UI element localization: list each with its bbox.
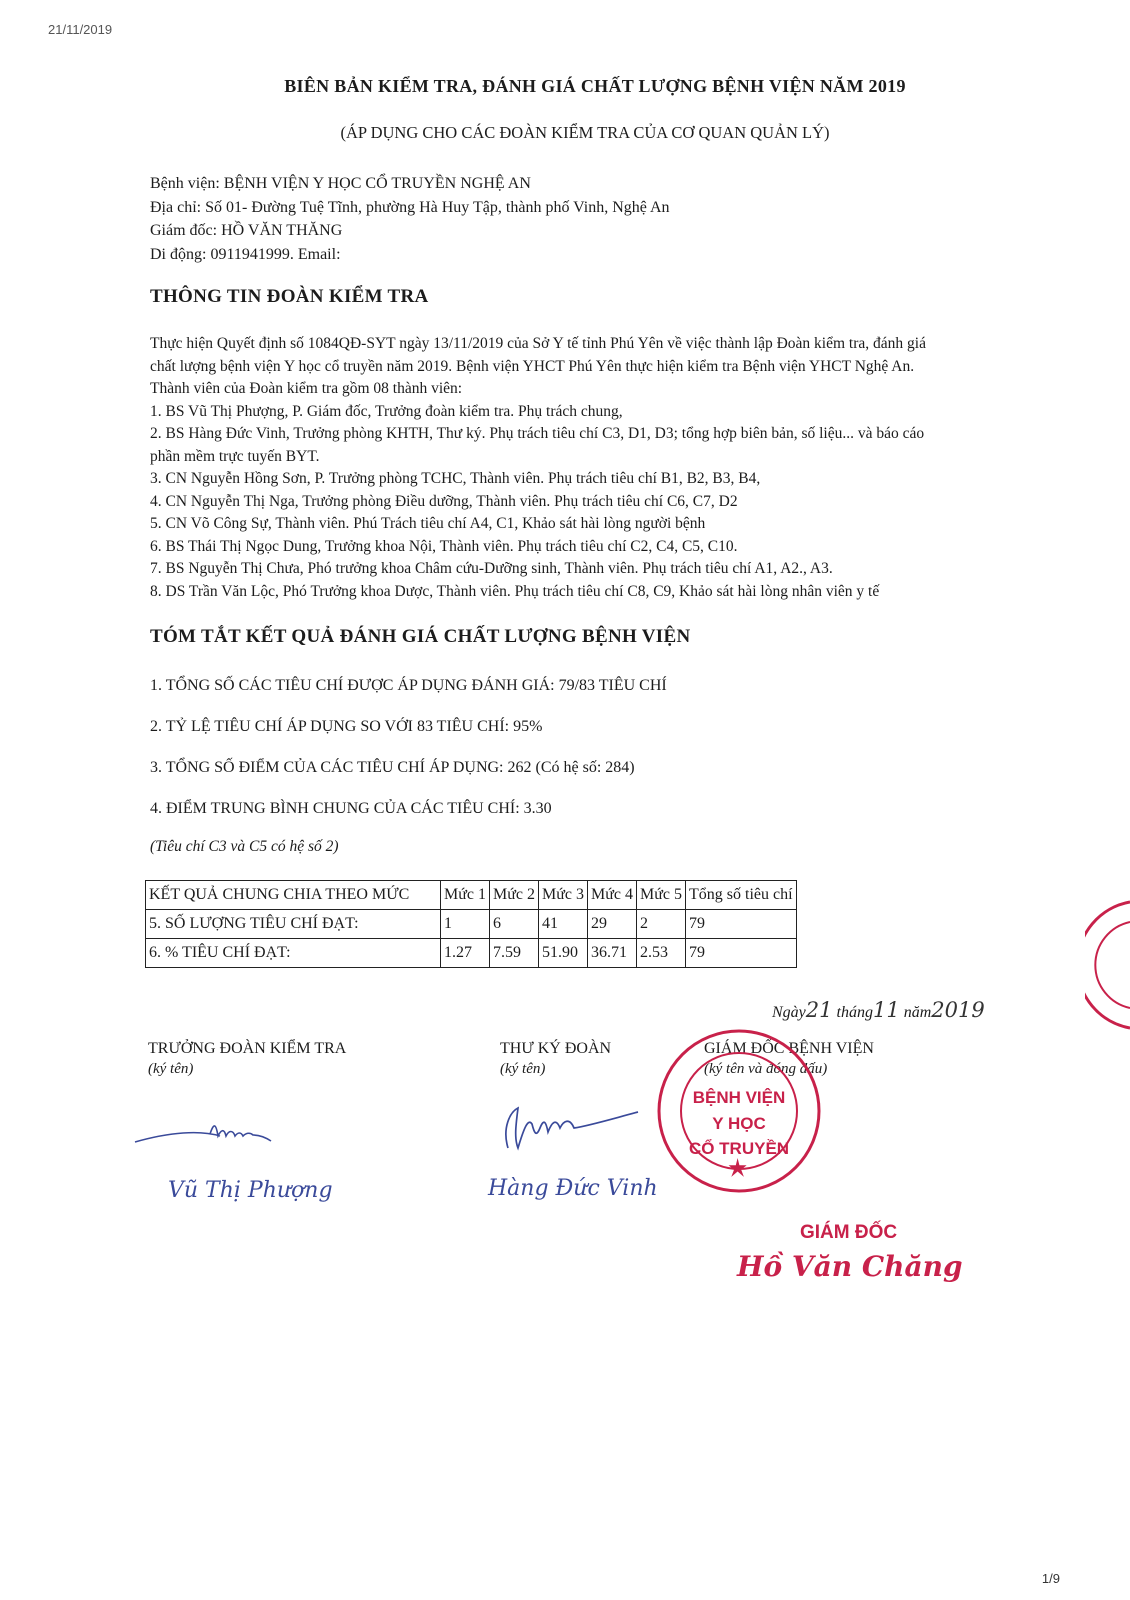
leader-title: TRƯỞNG ĐOÀN KIỂM TRA <box>148 1040 347 1057</box>
coefficient-note: (Tiêu chí C3 và C5 có hệ số 2) <box>150 838 339 855</box>
date-day: 21 <box>805 998 833 1022</box>
summary-item: 1. TỔNG SỐ CÁC TIÊU CHÍ ĐƯỢC ÁP DỤNG ĐÁNH GIÁ: 79/83 TIÊU CHÍ <box>150 677 667 694</box>
table-header-cell: Mức 2 <box>490 881 539 910</box>
hospital-name: Bệnh viện: BỆNH VIỆN Y HỌC CỔ TRUYỀN NGHỆ AN <box>150 175 531 192</box>
table-cell: 2.53 <box>637 939 686 968</box>
table-cell: 7.59 <box>490 939 539 968</box>
table-row <box>146 910 797 939</box>
secretary-sign-note: (ký tên) <box>500 1061 546 1077</box>
date-year-label: năm <box>903 1004 932 1021</box>
table-cell: 6 <box>490 910 539 939</box>
table-header-row <box>146 881 797 910</box>
date-month: 11 <box>872 998 900 1022</box>
table-cell: 36.71 <box>588 939 637 968</box>
scan-date: 21/11/2019 <box>48 22 113 37</box>
leader-signature-scribble <box>130 1112 310 1152</box>
member-line: 3. CN Nguyễn Hồng Sơn, P. Trưởng phòng TCHC, Thành viên. Phụ trách tiêu chí B1, B2, B3, B4, <box>150 470 761 487</box>
table-cell: 51.90 <box>539 939 588 968</box>
document-title: BIÊN BẢN KIỂM TRA, ĐÁNH GIÁ CHẤT LƯỢNG BỆNH VIỆN NĂM 2019 <box>284 76 906 96</box>
member-line: 2. BS Hàng Đức Vinh, Trưởng phòng KHTH, Thư ký. Phụ trách tiêu chí C3, D1, D3; tổng hợp biên bản, số liệu... và báo cáo <box>150 425 925 442</box>
member-line: 7. BS Nguyễn Thị Chưa, Phó trưởng khoa Châm cứu-Dưỡng sinh, Thành viên. Phụ trách tiêu chí A1, A2., A3. <box>150 560 833 577</box>
hospital-director: Giám đốc: HỒ VĂN THĂNG <box>150 222 343 239</box>
secretary-handwritten-name: Hàng Đức Vinh <box>488 1176 658 1201</box>
director-name: Hồ Văn Chăng <box>737 1250 963 1283</box>
leader-handwritten-name: Vũ Thị Phượng <box>168 1178 333 1203</box>
edge-seal-fragment <box>1085 900 1130 1030</box>
member-line: 6. BS Thái Thị Ngọc Dung, Trưởng khoa Nội, Thành viên. Phụ trách tiêu chí C2, C4, C5, C10. <box>150 537 738 555</box>
member-line: 4. CN Nguyễn Thị Nga, Trưởng phòng Điều dưỡng, Thành viên. Phụ trách tiêu chí C6, C7, D2 <box>150 492 738 510</box>
table-row <box>146 939 797 968</box>
summary-item: 3. TỔNG SỐ ĐIỂM CỦA CÁC TIÊU CHÍ ÁP DỤNG: 262 (Có hệ số: 284) <box>150 759 635 776</box>
table-header-cell: Mức 5 <box>637 881 686 910</box>
leader-signature-block <box>148 1040 346 1078</box>
secretary-title: THƯ KÝ ĐOÀN <box>500 1040 612 1057</box>
intro-line: chất lượng bệnh viện Y học cổ truyền năm 2019. Bệnh viện YHCT Phú Yên thực hiện kiểm tra Bệnh viện YHCT Nghệ An. <box>150 357 915 375</box>
summary-item: 2. TỶ LỆ TIÊU CHÍ ÁP DỤNG SO VỚI 83 TIÊU CHÍ: 95% <box>150 718 543 735</box>
summary-section-heading: TÓM TẮT KẾT QUẢ ĐÁNH GIÁ CHẤT LƯỢNG BỆNH VIỆN <box>150 626 691 647</box>
table-header-cell: Mức 3 <box>539 881 588 910</box>
summary-results <box>150 677 667 841</box>
hospital-info <box>150 172 670 266</box>
seal-line-3: CỔ TRUYỀN <box>688 1139 790 1158</box>
hospital-address: Địa chỉ: Số 01- Đường Tuệ Tĩnh, phường Hà Huy Tập, thành phố Vinh, Nghệ An <box>150 198 670 216</box>
table-cell: 79 <box>686 939 797 968</box>
date-year: 2019 <box>931 998 985 1022</box>
hospital-seal <box>654 1026 824 1196</box>
date-prefix: Ngày <box>772 1004 806 1021</box>
seal-line-2: Y HỌC <box>712 1114 766 1133</box>
signature-date <box>772 998 985 1022</box>
member-line: 5. CN Võ Công Sự, Thành viên. Phú Trách tiêu chí A4, C1, Khảo sát hài lòng người bệnh <box>150 515 706 532</box>
table-cell: 6. % TIÊU CHÍ ĐẠT: <box>146 939 441 968</box>
table-header-cell: Mức 4 <box>588 881 637 910</box>
secretary-signature-block <box>500 1040 611 1078</box>
summary-item: 4. ĐIỂM TRUNG BÌNH CHUNG CỦA CÁC TIÊU CHÍ: 3.30 <box>150 800 552 817</box>
results-table <box>145 880 797 968</box>
table-header-cell: Tổng số tiêu chí <box>686 881 797 910</box>
hospital-phone: Di động: 0911941999. Email: <box>150 245 341 263</box>
table-cell: 41 <box>539 910 588 939</box>
document-subtitle: (ÁP DỤNG CHO CÁC ĐOÀN KIỂM TRA CỦA CƠ QUAN QUẢN LÝ) <box>340 123 830 142</box>
table-cell: 79 <box>686 910 797 939</box>
seal-line-1: BỆNH VIỆN <box>692 1088 786 1107</box>
page-number: 1/9 <box>1041 1571 1060 1586</box>
table-cell: 29 <box>588 910 637 939</box>
member-line: 8. DS Trần Văn Lộc, Phó Trưởng khoa Dược, Thành viên. Phụ trách tiêu chí C8, C9, Khảo sát hài lòng nhân viên y tế <box>150 582 880 600</box>
member-line: phần mềm trực tuyến BYT. <box>150 447 320 465</box>
director-role-label: GIÁM ĐỐC <box>800 1222 898 1243</box>
secretary-signature-scribble <box>488 1098 658 1158</box>
table-header-cell: KẾT QUẢ CHUNG CHIA THEO MỨC <box>146 881 441 910</box>
intro-line: Thực hiện Quyết định số 1084QĐ-SYT ngày 13/11/2019 của Sở Y tế tỉnh Phú Yên về việc thành lập Đoàn kiểm tra, đánh giá <box>150 335 926 352</box>
intro-line: Thành viên của Đoàn kiểm tra gồm 08 thành viên: <box>150 380 463 397</box>
leader-sign-note: (ký tên) <box>148 1061 194 1077</box>
team-section-body <box>150 333 1020 603</box>
seal-ring-icon <box>654 1026 824 1196</box>
date-month-label: tháng <box>836 1004 873 1021</box>
team-section-heading: THÔNG TIN ĐOÀN KIỂM TRA <box>150 286 429 307</box>
table-cell: 1 <box>441 910 490 939</box>
director-sign-note: (ký tên và đóng dấu) <box>704 1061 828 1077</box>
director-title: GIÁM ĐỐC BỆNH VIỆN <box>704 1040 874 1057</box>
table-cell: 5. SỐ LƯỢNG TIÊU CHÍ ĐẠT: <box>146 910 441 939</box>
table-cell: 1.27 <box>441 939 490 968</box>
table-header-cell: Mức 1 <box>441 881 490 910</box>
table-cell: 2 <box>637 910 686 939</box>
member-line: 1. BS Vũ Thị Phượng, P. Giám đốc, Trưởng đoàn kiểm tra. Phụ trách chung, <box>150 402 623 420</box>
